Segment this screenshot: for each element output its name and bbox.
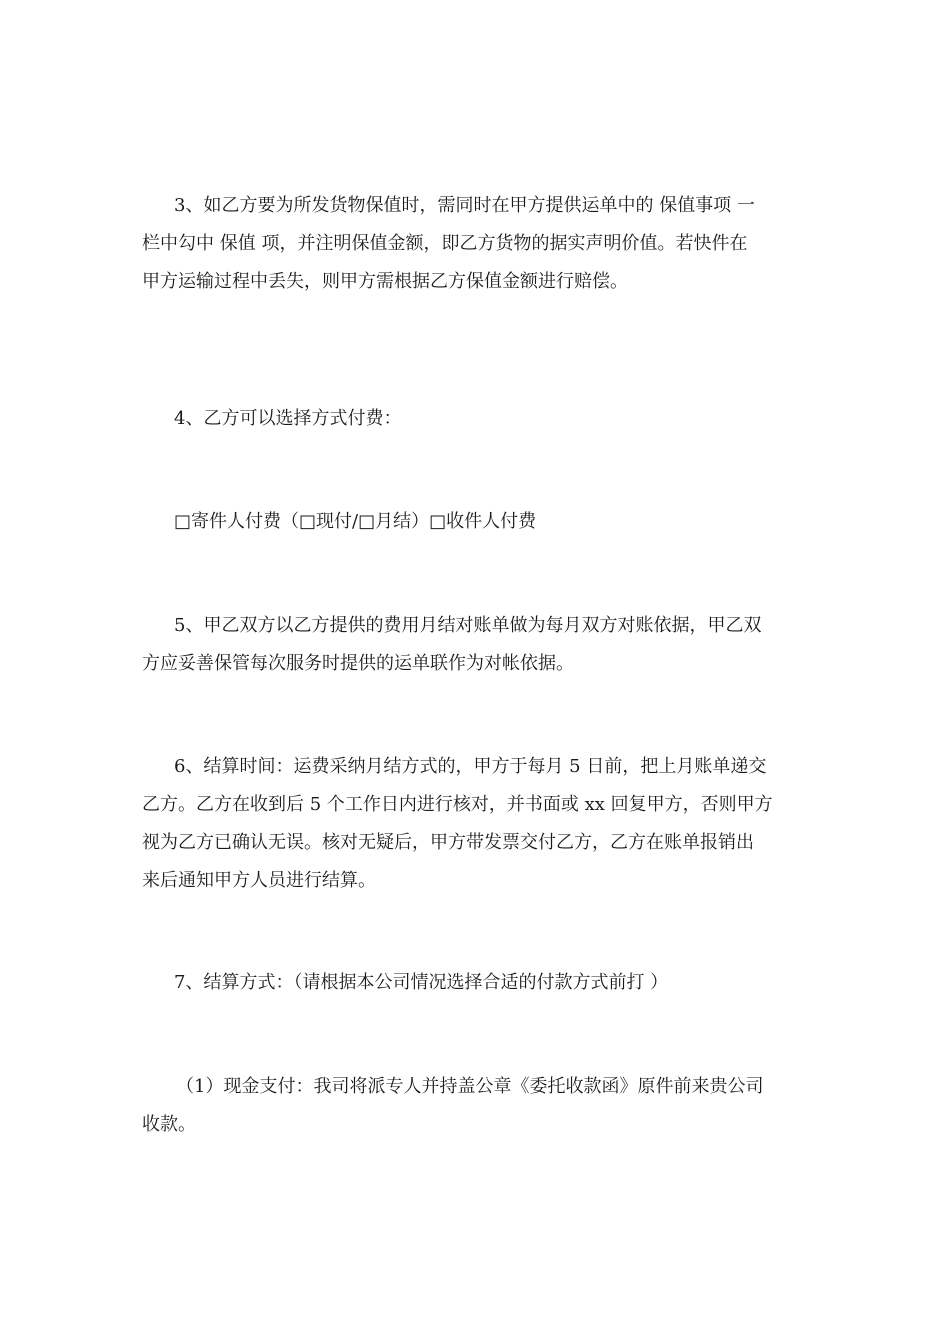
clause-3-paragraph (142, 187, 808, 301)
clause-7-line-1: 7、结算方式：（请根据本公司情况选择合适的付款方式前打 ） (174, 972, 669, 993)
payment-options-paragraph (142, 503, 808, 541)
clause-5-line-1: 5、甲乙双方以乙方提供的费用月结对账单做为每月双方对账依据，甲乙双 (174, 615, 762, 636)
clause-7-1-line-1: （1）现金支付：我司将派专人并持盖公章《委托收款函》原件前来贵公司 (176, 1076, 764, 1097)
clause-6-line-4: 来后通知甲方人员进行结算。 (142, 870, 376, 891)
clause-5-paragraph (142, 607, 808, 683)
clause-6-line-1: 6、结算时间：运费采纳月结方式的，甲方于每月 5 日前，把上月账单递交 (174, 756, 767, 777)
clause-6-paragraph (142, 748, 808, 900)
clause-4-line-1: 4、乙方可以选择方式付费： (174, 408, 402, 429)
clause-5-line-2: 方应妥善保管每次服务时提供的运单联作为对帐依据。 (142, 653, 574, 674)
payment-options-line: □寄件人付费（□现付/□月结）□收件人付费 (174, 511, 537, 532)
clause-7-paragraph (142, 964, 808, 1002)
clause-3-line-2: 栏中勾中 保值 项，并注明保值金额，即乙方货物的据实声明价值。若快件在 (142, 233, 748, 254)
clause-3-line-1: 3、如乙方要为所发货物保值时，需同时在甲方提供运单中的 保值事项 一 (174, 195, 755, 216)
clause-7-1-line-2: 收款。 (142, 1114, 196, 1135)
clause-3-line-3: 甲方运输过程中丢失，则甲方需根据乙方保值金额进行赔偿。 (142, 271, 628, 292)
clause-7-1-paragraph (142, 1068, 808, 1144)
clause-6-line-2: 乙方。乙方在收到后 5 个工作日内进行核对，并书面或 xx 回复甲方，否则甲方 (142, 794, 773, 815)
clause-4-paragraph (142, 400, 808, 438)
clause-6-line-3: 视为乙方已确认无误。核对无疑后，甲方带发票交付乙方，乙方在账单报销出 (142, 832, 754, 853)
